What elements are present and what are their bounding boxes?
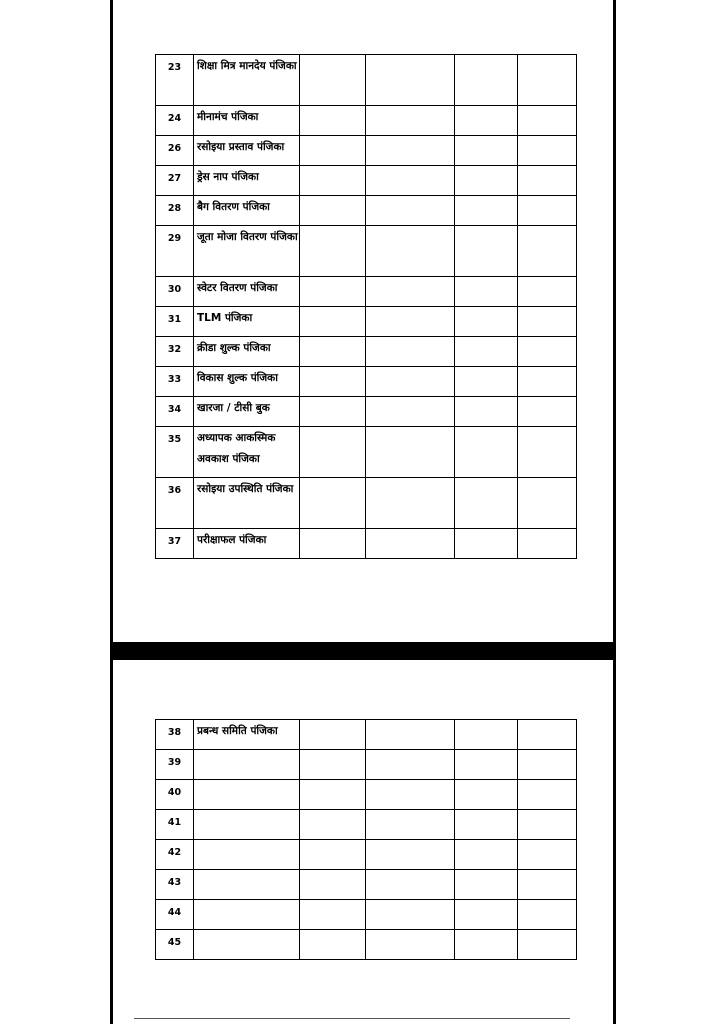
blank-cell — [366, 478, 455, 529]
blank-cell — [366, 720, 455, 750]
blank-cell — [366, 397, 455, 427]
blank-cell — [300, 750, 366, 780]
blank-cell — [366, 427, 455, 478]
blank-cell — [518, 810, 577, 840]
blank-cell — [455, 529, 518, 559]
blank-cell — [366, 750, 455, 780]
blank-cell — [518, 930, 577, 960]
blank-cell — [455, 900, 518, 930]
blank-cell — [300, 337, 366, 367]
row-number: 45 — [156, 930, 194, 960]
register-name: TLM पंजिका — [194, 307, 300, 337]
row-number: 39 — [156, 750, 194, 780]
blank-cell — [300, 277, 366, 307]
blank-cell — [300, 136, 366, 166]
blank-cell — [300, 106, 366, 136]
blank-cell — [366, 780, 455, 810]
table-row — [156, 780, 577, 810]
table-row — [156, 136, 577, 166]
blank-cell — [518, 196, 577, 226]
blank-cell — [455, 337, 518, 367]
blank-cell — [518, 307, 577, 337]
blank-cell — [518, 397, 577, 427]
table-row — [156, 427, 577, 478]
blank-cell — [300, 367, 366, 397]
register-name — [194, 870, 300, 900]
blank-cell — [455, 307, 518, 337]
blank-cell — [518, 166, 577, 196]
blank-cell — [518, 870, 577, 900]
blank-cell — [455, 810, 518, 840]
table-row — [156, 720, 577, 750]
blank-cell — [455, 166, 518, 196]
blank-cell — [300, 307, 366, 337]
register-name: मीनामंच पंजिका — [194, 106, 300, 136]
blank-cell — [366, 226, 455, 277]
blank-cell — [455, 780, 518, 810]
blank-cell — [300, 840, 366, 870]
register-name: बैग वितरण पंजिका — [194, 196, 300, 226]
blank-cell — [366, 840, 455, 870]
row-number: 24 — [156, 106, 194, 136]
table-row — [156, 337, 577, 367]
register-name: प्रबन्ध समिति पंजिका — [194, 720, 300, 750]
blank-cell — [300, 226, 366, 277]
blank-cell — [518, 106, 577, 136]
blank-cell — [300, 720, 366, 750]
blank-cell — [518, 427, 577, 478]
blank-cell — [366, 367, 455, 397]
page-divider — [110, 642, 616, 660]
register-name — [194, 810, 300, 840]
blank-cell — [366, 277, 455, 307]
row-number: 30 — [156, 277, 194, 307]
table-row — [156, 529, 577, 559]
row-number: 36 — [156, 478, 194, 529]
register-name: परीक्षाफल पंजिका — [194, 529, 300, 559]
table-row — [156, 166, 577, 196]
blank-cell — [455, 427, 518, 478]
row-number: 40 — [156, 780, 194, 810]
table-row — [156, 55, 577, 106]
row-number: 32 — [156, 337, 194, 367]
blank-cell — [518, 55, 577, 106]
register-name — [194, 930, 300, 960]
row-number: 34 — [156, 397, 194, 427]
blank-cell — [366, 136, 455, 166]
blank-cell — [455, 226, 518, 277]
blank-cell — [300, 900, 366, 930]
blank-cell — [300, 780, 366, 810]
row-number: 23 — [156, 55, 194, 106]
blank-cell — [455, 840, 518, 870]
register-name — [194, 840, 300, 870]
blank-cell — [366, 166, 455, 196]
footer-rule — [134, 1018, 570, 1019]
row-number: 41 — [156, 810, 194, 840]
table-row — [156, 196, 577, 226]
blank-cell — [518, 367, 577, 397]
register-name: जूता मोजा वितरण पंजिका — [194, 226, 300, 277]
blank-cell — [366, 106, 455, 136]
row-number: 35 — [156, 427, 194, 478]
row-number: 31 — [156, 307, 194, 337]
register-name: स्वेटर वितरण पंजिका — [194, 277, 300, 307]
table-row — [156, 277, 577, 307]
register-name — [194, 900, 300, 930]
row-number: 38 — [156, 720, 194, 750]
row-number: 28 — [156, 196, 194, 226]
register-name: शिक्षा मित्र मानदेय पंजिका — [194, 55, 300, 106]
table-row — [156, 397, 577, 427]
table-row — [156, 307, 577, 337]
blank-cell — [518, 720, 577, 750]
table-row — [156, 840, 577, 870]
row-number: 44 — [156, 900, 194, 930]
blank-cell — [455, 870, 518, 900]
table-row — [156, 810, 577, 840]
blank-cell — [300, 810, 366, 840]
blank-cell — [300, 55, 366, 106]
register-name: ड्रेस नाप पंजिका — [194, 166, 300, 196]
blank-cell — [455, 750, 518, 780]
blank-cell — [366, 337, 455, 367]
blank-cell — [455, 55, 518, 106]
blank-cell — [455, 367, 518, 397]
blank-cell — [518, 337, 577, 367]
blank-cell — [366, 870, 455, 900]
row-number: 42 — [156, 840, 194, 870]
blank-cell — [300, 166, 366, 196]
blank-cell — [455, 136, 518, 166]
register-name — [194, 780, 300, 810]
blank-cell — [518, 226, 577, 277]
register-name: खारजा / टीसी बुक — [194, 397, 300, 427]
blank-cell — [300, 427, 366, 478]
blank-cell — [366, 55, 455, 106]
blank-cell — [300, 930, 366, 960]
blank-cell — [518, 136, 577, 166]
blank-cell — [366, 930, 455, 960]
blank-cell — [518, 277, 577, 307]
table-row — [156, 106, 577, 136]
register-table-top — [155, 54, 577, 559]
table-row — [156, 367, 577, 397]
blank-cell — [366, 529, 455, 559]
blank-cell — [366, 900, 455, 930]
blank-cell — [518, 478, 577, 529]
blank-cell — [518, 780, 577, 810]
blank-cell — [366, 810, 455, 840]
row-number: 37 — [156, 529, 194, 559]
row-number: 33 — [156, 367, 194, 397]
blank-cell — [455, 196, 518, 226]
row-number: 43 — [156, 870, 194, 900]
blank-cell — [300, 196, 366, 226]
register-name: रसोइया उपस्थिति पंजिका — [194, 478, 300, 529]
blank-cell — [300, 478, 366, 529]
blank-cell — [366, 196, 455, 226]
blank-cell — [366, 307, 455, 337]
blank-cell — [455, 106, 518, 136]
table-row — [156, 900, 577, 930]
row-number: 27 — [156, 166, 194, 196]
blank-cell — [518, 900, 577, 930]
register-name: अध्यापक आकस्मिक अवकाश पंजिका — [194, 427, 300, 478]
register-name — [194, 750, 300, 780]
row-number: 26 — [156, 136, 194, 166]
table-row — [156, 226, 577, 277]
register-table-bottom — [155, 719, 577, 960]
blank-cell — [518, 840, 577, 870]
table-row — [156, 750, 577, 780]
row-number: 29 — [156, 226, 194, 277]
register-name: क्रीडा शुल्क पंजिका — [194, 337, 300, 367]
blank-cell — [518, 750, 577, 780]
table-row — [156, 930, 577, 960]
blank-cell — [518, 529, 577, 559]
blank-cell — [455, 720, 518, 750]
blank-cell — [455, 930, 518, 960]
register-name: विकास शुल्क पंजिका — [194, 367, 300, 397]
blank-cell — [300, 397, 366, 427]
table-row — [156, 870, 577, 900]
blank-cell — [455, 478, 518, 529]
blank-cell — [455, 277, 518, 307]
table-row — [156, 478, 577, 529]
blank-cell — [300, 870, 366, 900]
blank-cell — [455, 397, 518, 427]
register-name: रसोइया प्रस्ताव पंजिका — [194, 136, 300, 166]
blank-cell — [300, 529, 366, 559]
